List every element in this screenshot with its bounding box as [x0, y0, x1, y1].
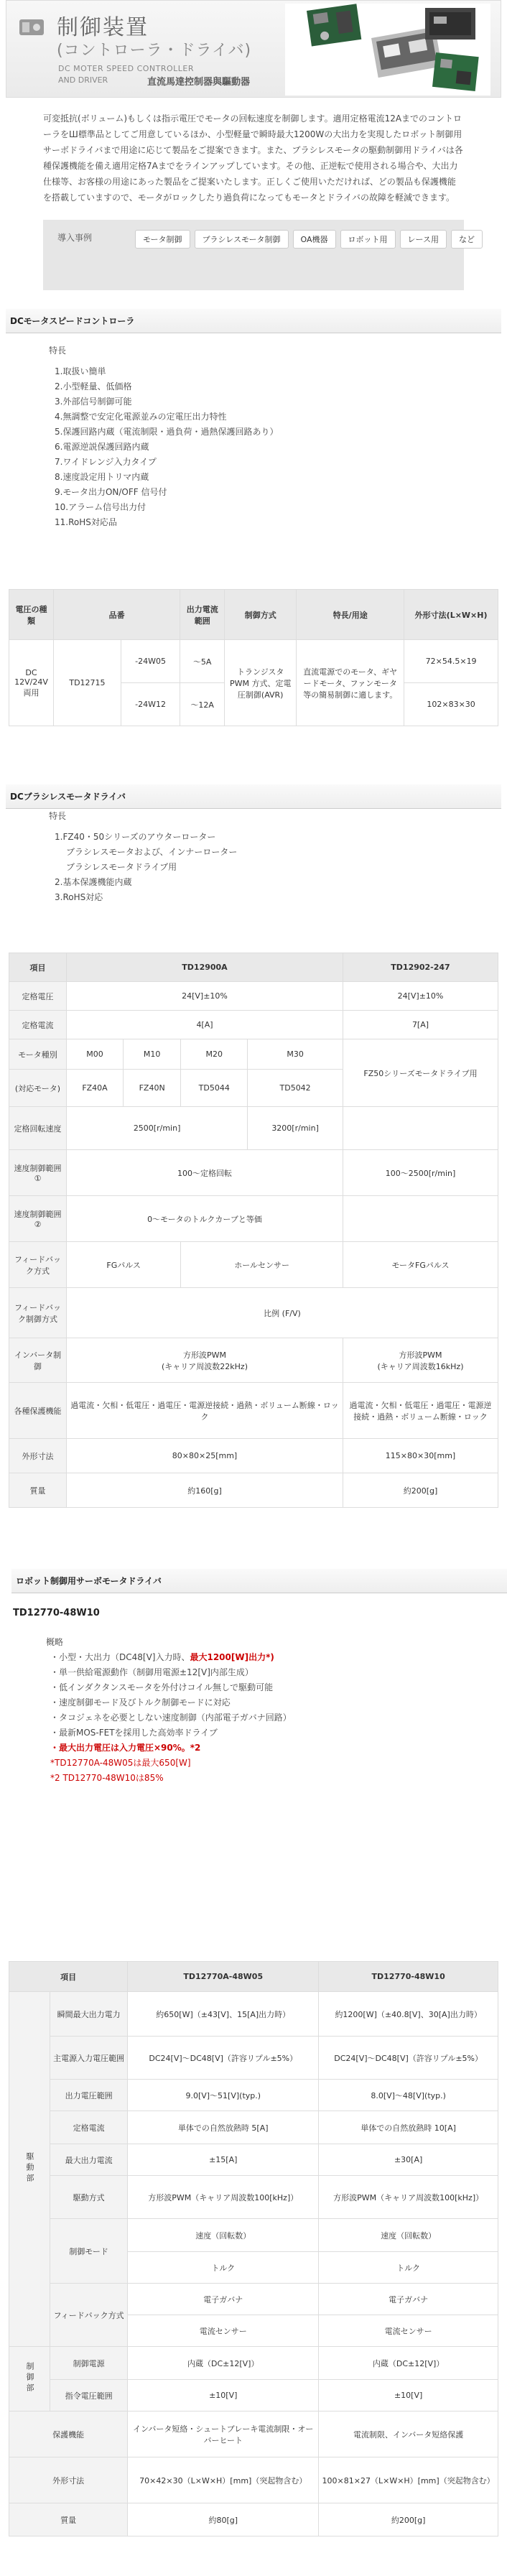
- row-label: 制御モード: [50, 2219, 128, 2284]
- english-subtitle-2: AND DRIVER: [58, 75, 108, 85]
- table-cell: 単体での自然放熱時 5[A]: [128, 2111, 319, 2144]
- col-header: 特長/用途: [297, 590, 404, 640]
- col-header: 項目: [9, 953, 67, 982]
- summary-note: *TD12770A-48W05は最大650[W]: [50, 1758, 191, 1768]
- table-cell: 電流センサー: [319, 2315, 498, 2347]
- row-label: フィードバック方式: [50, 2284, 128, 2347]
- table-cell: 内蔵（DC±12[V]）: [128, 2347, 319, 2380]
- table-cell: 方形波PWM（キャリア周波数100[kHz]）: [128, 2176, 319, 2219]
- table-cell: 102×83×30: [404, 683, 498, 726]
- table-cell: 100×81×27（L×W×H）[mm]（突起物含む）: [319, 2457, 498, 2503]
- col-header: 電圧の種類: [9, 590, 54, 640]
- table-cell: DC 12V/24V両用: [9, 640, 54, 726]
- row-label: 定格電流: [9, 1011, 67, 1039]
- row-label: 出力電圧範囲: [50, 2080, 128, 2111]
- use-case-box: [43, 220, 475, 290]
- feature-item: 3.RoHS対応: [55, 892, 103, 902]
- col-header: 項目: [9, 1962, 128, 1992]
- table-cell: トランジスタPWM 方式、定電圧制御(AVR): [225, 640, 297, 726]
- table-cell: TD5044: [181, 1070, 248, 1107]
- table-cell: FZ50シリーズモータドライブ用: [343, 1039, 498, 1107]
- feature-item: 8.速度設定用トリマ内蔵: [55, 472, 149, 482]
- feature-item: 2.基本保護機能内蔵: [55, 877, 132, 887]
- table-cell: [343, 1107, 498, 1150]
- col-header: TD12770A-48W05: [128, 1962, 319, 1992]
- table-cell: 電流制限、インバータ短絡保護: [319, 2411, 498, 2457]
- table-cell: 100～2500[r/min]: [343, 1150, 498, 1196]
- table-cell: 約160[g]: [67, 1473, 343, 1508]
- table-cell: 電子ガバナ: [319, 2284, 498, 2315]
- table-cell: FZ40N: [124, 1070, 181, 1107]
- feature-item: 7.ワイドレンジ入力タイプ: [55, 457, 157, 467]
- summary-item: ・小型・大出力（DC48[V]入力時、最大1200[W]出力*): [50, 1652, 274, 1662]
- table-cell: 4[A]: [67, 1011, 343, 1039]
- col-header: TD12770-48W10: [319, 1962, 498, 1992]
- table-cell: 115×80×30[mm]: [343, 1439, 498, 1473]
- feature-item: 5.保護回路内蔵（電流制限・過負荷・過熱保護回路あり）: [55, 427, 279, 437]
- summary-item: ・速度制御モード及びトルク制御モードに対応: [50, 1697, 231, 1708]
- table-cell: ±30[A]: [319, 2144, 498, 2176]
- page-subtitle: (コントローラ・ドライバ): [57, 42, 252, 60]
- speed-controller-spec-table: [9, 589, 498, 726]
- table-cell: DC24[V]〜DC48[V]（許容リプル±5%）: [128, 2037, 319, 2080]
- servo-driver-spec-table: [9, 1961, 498, 2536]
- feature-item: 2.小型軽量、低価格: [55, 381, 132, 392]
- row-label: (対応モータ): [9, 1070, 67, 1107]
- brushless-driver-spec-table: [9, 953, 498, 1508]
- table-cell: 0～モータのトルクカーブと等価: [67, 1196, 343, 1242]
- table-cell: モータFGパルス: [343, 1242, 498, 1288]
- table-cell: FZ40A: [67, 1070, 124, 1107]
- feature-item: 1.FZ40・50シリーズのアウターローター: [55, 832, 216, 842]
- table-cell: 速度（回転数）: [319, 2219, 498, 2252]
- tag-robot[interactable]: ロボット用: [340, 230, 396, 249]
- features-title: 特長: [49, 811, 67, 821]
- section-brushless-driver-heading: DCブラシレスモータドライバ: [6, 784, 501, 809]
- chinese-subtitle: 直流馬達控制器與驅動器: [147, 77, 251, 88]
- table-cell: 約650[W]（±43[V]、15[A]出力時）: [128, 1992, 319, 2037]
- section-dc-speed-controller-heading: DCモータスピードコントローラ: [6, 309, 501, 333]
- tag-race[interactable]: レース用: [400, 230, 447, 249]
- table-cell: ホールセンサー: [181, 1242, 343, 1288]
- row-label: 外形寸法: [9, 1439, 67, 1473]
- table-cell: ～5A: [180, 640, 225, 683]
- table-cell: 7[A]: [343, 1011, 498, 1039]
- row-label: 保護機能: [9, 2411, 128, 2457]
- feature-item: ブラシレスモータドライブ用: [66, 862, 177, 872]
- feature-item: 4.無調整で安定化電源並みの定電圧出力特性: [55, 412, 227, 422]
- table-cell: 70×42×30（L×W×H）[mm]（突起物含む）: [128, 2457, 319, 2503]
- features-title: 特長: [49, 346, 67, 356]
- page-title: 制御装置: [57, 15, 149, 40]
- table-cell: 100～定格回転: [67, 1150, 343, 1196]
- row-label: 速度制御範囲①: [9, 1150, 67, 1196]
- table-cell: -24W05: [121, 640, 180, 683]
- row-label: 瞬間最大出力電力: [50, 1992, 128, 2037]
- tag-oa-equipment[interactable]: OA機器: [293, 230, 336, 249]
- row-label: 定格電流: [50, 2111, 128, 2144]
- table-cell: M20: [181, 1039, 248, 1070]
- col-header: 制御方式: [225, 590, 297, 640]
- row-label: フィードバック制御方式: [9, 1288, 67, 1338]
- table-cell: 過電流・欠相・低電圧・過電圧・電源逆接続・過熱・ボリューム断線・ロック: [67, 1383, 343, 1439]
- table-cell: ±10[V]: [128, 2380, 319, 2411]
- group-label-drive: 駆動部: [9, 1992, 50, 2347]
- table-cell: 速度（回転数）: [128, 2219, 319, 2252]
- section1-features: [49, 343, 507, 530]
- product-photo: [285, 4, 490, 96]
- feature-item: 10.アラーム信号出力付: [55, 502, 146, 512]
- intro-text: 可変抵抗(ボリューム)もしくは指示電圧でモータの回転速度を制御します。適用定格電流12AまでのコントローラをШ標準品としてご用意しているほか、小型軽量で瞬時最大1200Wの大出力を実現したロボット制御用サーボドライバまで用途に応じて製品をご提案できます。また、ブラシレスモータの駆動制御用ドライバは各種保護機能を備え適用定格7Aまでをラインアップしています。その他、正逆転で使用される場合や、大出力仕様等、お客様の用途にあった製品をご提案いたします。正しくご使用いただければ、どの製品も保護機能を搭載していますので、モータがロックしたり過負荷になってもモータとドライバの故障を軽減できます。: [43, 113, 463, 203]
- table-cell: 過電流・欠相・低電圧・過電圧・電源逆接続・過熱・ボリューム断線・ロック: [343, 1383, 498, 1439]
- table-cell: TD5042: [248, 1070, 343, 1107]
- table-cell: 電子ガバナ: [128, 2284, 319, 2315]
- controller-icon: [18, 17, 45, 38]
- feature-item: ブラシレスモータおよび、インナーローター: [66, 847, 238, 857]
- table-cell: TD12715: [54, 640, 121, 726]
- feature-item: 11.RoHS対応品: [55, 517, 117, 527]
- table-cell: 9.0[V]〜51[V](typ.): [128, 2080, 319, 2111]
- table-cell: 3200[r/min]: [248, 1107, 343, 1150]
- col-header: 品番: [54, 590, 180, 640]
- table-cell: 72×54.5×19: [404, 640, 498, 683]
- feature-item: 3.外部信号制御可能: [55, 397, 132, 407]
- row-label: 最大出力電流: [50, 2144, 128, 2176]
- table-cell: 比例 (F/V): [67, 1288, 498, 1338]
- table-cell: 約200[g]: [343, 1473, 498, 1508]
- summary-title: 概略: [46, 1637, 64, 1647]
- row-label: 制御電源: [50, 2347, 128, 2380]
- table-cell: M00: [67, 1039, 124, 1070]
- english-subtitle-1: DC MOTER SPEED CONTROLLER: [58, 64, 195, 73]
- use-case-label: 導入事例: [57, 233, 93, 243]
- table-cell: 直流電源でのモータ、ギヤードモータ、ファンモータ等の簡易制御に適します。: [297, 640, 404, 726]
- table-cell: 方形波PWM (キャリア周波数16kHz): [343, 1338, 498, 1383]
- feature-item: 1.取扱い簡単: [55, 366, 106, 376]
- row-label: インバータ制御: [9, 1338, 67, 1383]
- row-label: 速度制御範囲②: [9, 1196, 67, 1242]
- col-header: TD12902-247: [343, 953, 498, 982]
- row-label: 駆動方式: [50, 2176, 128, 2219]
- table-cell: 8.0[V]〜48[V](typ.): [319, 2080, 498, 2111]
- row-label: フィードバック方式: [9, 1242, 67, 1288]
- summary-item: ・タコジェネを必要としない速度制御（内部電子ガバナ回路）: [50, 1713, 292, 1723]
- table-cell: ～12A: [180, 683, 225, 726]
- section3-summary: [46, 1635, 292, 1786]
- row-label: 質量: [9, 2503, 128, 2536]
- table-cell: ±10[V]: [319, 2380, 498, 2411]
- row-label: 質量: [9, 1473, 67, 1508]
- row-label: 各種保護機能: [9, 1383, 67, 1439]
- row-label: 外形寸法: [9, 2457, 128, 2503]
- feature-item: 6.電源逆説保護回路内蔵: [55, 442, 149, 452]
- model-title: TD12770-48W10: [13, 1608, 100, 1618]
- table-cell: 内蔵（DC±12[V]）: [319, 2347, 498, 2380]
- row-label: 定格電圧: [9, 982, 67, 1011]
- tag-brushless-control[interactable]: ブラシレスモータ制御: [195, 230, 289, 249]
- table-cell: -24W12: [121, 683, 180, 726]
- page-header: [6, 0, 501, 98]
- table-cell: DC24[V]〜DC48[V]（許容リプル±5%）: [319, 2037, 498, 2080]
- table-cell: 約80[g]: [128, 2503, 319, 2536]
- table-cell: 24[V]±10%: [67, 982, 343, 1011]
- use-case-tags: [135, 230, 507, 256]
- table-cell: 80×80×25[mm]: [67, 1439, 343, 1473]
- table-cell: 方形波PWM（キャリア周波数100[kHz]）: [319, 2176, 498, 2219]
- summary-item: ・最大出力電圧は入力電圧×90%。*2: [50, 1743, 201, 1753]
- section-robot-servo-driver-heading: ロボット制御用サーボモータドライバ: [11, 1569, 507, 1593]
- table-cell: 単体での自然放熱時 10[A]: [319, 2111, 498, 2144]
- table-cell: 電流センサー: [128, 2315, 319, 2347]
- table-cell: トルク: [128, 2252, 319, 2284]
- row-label: モータ種別: [9, 1039, 67, 1070]
- summary-item: ・低インダクタンスモータを外付けコイル無しで駆動可能: [50, 1682, 274, 1692]
- row-label: 主電源入力電圧範囲: [50, 2037, 128, 2080]
- table-cell: ±15[A]: [128, 2144, 319, 2176]
- tag-motor-control[interactable]: モータ制御: [135, 230, 190, 249]
- table-cell: M10: [124, 1039, 181, 1070]
- tag-etc[interactable]: など: [451, 230, 483, 249]
- table-cell: 約1200[W]（±40.8[V]、30[A]出力時）: [319, 1992, 498, 2037]
- row-label: 定格回転速度: [9, 1107, 67, 1150]
- summary-item: ・単一供給電源動作（制御用電源±12[V]内部生成）: [50, 1667, 254, 1677]
- table-cell: 方形波PWM (キャリア周波数22kHz): [67, 1338, 343, 1383]
- table-cell: 24[V]±10%: [343, 982, 498, 1011]
- table-cell: 約200[g]: [319, 2503, 498, 2536]
- feature-item: 9.モータ出力ON/OFF 信号付: [55, 487, 167, 497]
- col-header: TD12900A: [67, 953, 343, 982]
- table-cell: FGパルス: [67, 1242, 181, 1288]
- table-cell: インバータ短絡・シュートブレーキ電流制限・オーバーヒート: [128, 2411, 319, 2457]
- summary-note: *2 TD12770-48W10は85%: [50, 1773, 164, 1783]
- table-cell: M30: [248, 1039, 343, 1070]
- col-header: 外形寸法(L×W×H): [404, 590, 498, 640]
- summary-item: ・最新MOS-FETを採用した高効率ドライブ: [50, 1728, 218, 1738]
- section2-features: [49, 811, 238, 905]
- col-header: 出力電流範囲: [180, 590, 225, 640]
- table-cell: [343, 1196, 498, 1242]
- table-cell: トルク: [319, 2252, 498, 2284]
- group-label-control: 制御部: [9, 2347, 50, 2411]
- row-label: 指令電圧範囲: [50, 2380, 128, 2411]
- table-cell: 2500[r/min]: [67, 1107, 248, 1150]
